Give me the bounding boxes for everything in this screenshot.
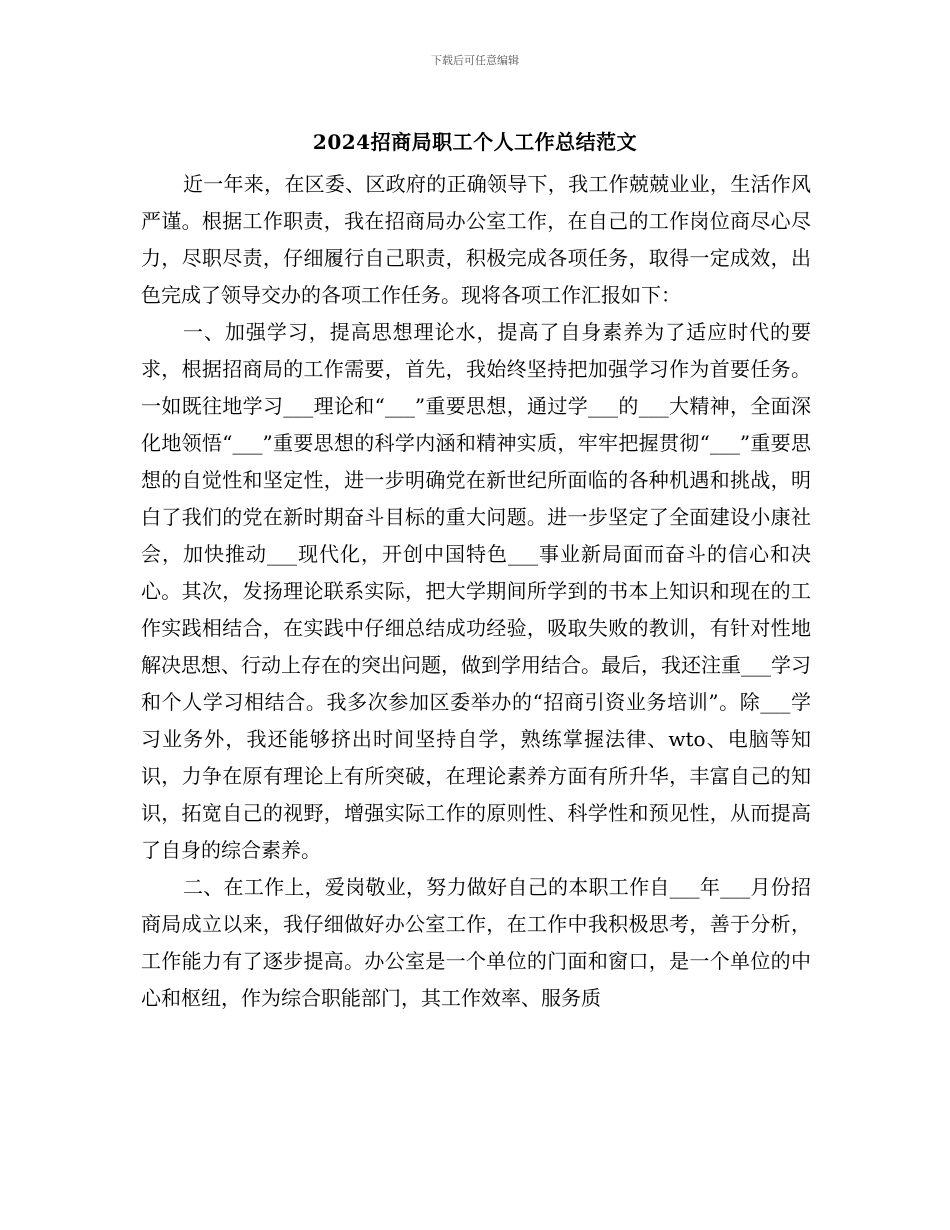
document-title: 2024招商局职工个人工作总结范文 [312,130,638,154]
paragraph-section-1: 一、加强学习，提高思想理论水，提高了自身素养为了适应时代的要求，根据招商局的工作需要，首先，我始终坚持把加强学习作为首要任务。一如既往地学习___理论和“___”重要思想，通过学___的___大精神，全面深化地领悟“___”重要思想的科学内涵和精神实质，牢牢把握贯彻“___”重要思想的自觉性和坚定性，进一步明确党在新世纪所面临的各种机遇和挑战，明白了我们的党在新时期奋斗目标的重大问题。进一步坚定了全面建设小康社会，加快推动___现代化，开创中国特色___事业新局面而奋斗的信心和决心。其次，发扬理论联系实际，把大学期间所学到的书本上知识和现在的工作实践相结合，在实践中仔细总结成功经验，吸取失败的教训，有针对性地解决思想、行动上存在的突出问题，做到学用结合。最后，我还注重___学习和个人学习相结合。我多次参加区委举办的“招商引资业务培训”。除___学习业务外，我还能够挤出时间坚持自学，熟练掌握法律、wto、电脑等知识，力争在原有理论上有所突破，在理论素养方面有所升华，丰富自己的知识，拓宽自己的视野，增强实际工作的原则性、科学性和预见性，从而提高了自身的综合素养。 [141,320,811,862]
paragraph-intro: 近一年来，在区委、区政府的正确领导下，我工作兢兢业业，生活作风严谨。根据工作职责，我在招商局办公室工作，在自己的工作岗位商尽心尽力，尽职尽责，仔细履行自己职责，积极完成各项任务，取得一定成效，出色完成了领导交办的各项工作任务。现将各项工作汇报如下： [141,172,811,307]
document-body [141,166,811,1017]
paragraph-section-2: 二、在工作上，爱岗敬业，努力做好自己的本职工作自___年___月份招商局成立以来，我仔细做好办公室工作，在工作中我积极思考，善于分析，工作能力有了逐步提高。办公室是一个单位的门面和窗口，是一个单位的中心和枢纽，作为综合职能部门，其工作效率、服务质 [141,875,811,1010]
page-header-note: 下载后可任意编辑 [431,54,519,67]
